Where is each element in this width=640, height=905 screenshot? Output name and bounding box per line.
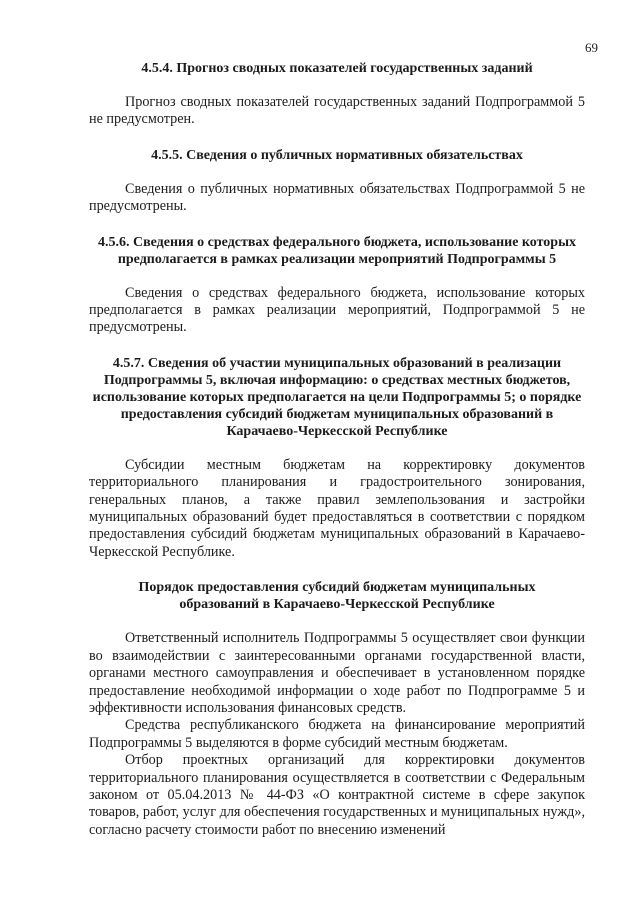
section-4-5-5 [89,147,585,216]
section-paragraph: Сведения о средствах федерального бюджета, использование которых предполагается в рамках реализации мероприятий, Подпрограммой 5 не предусмотрены. [89,284,585,336]
section-heading: 4.5.4. Прогноз сводных показателей государственных заданий [141,61,533,76]
section-heading: 4.5.5. Сведения о публичных нормативных обязательствах [151,147,523,163]
section-paragraph: Субсидии местным бюджетам на корректировку документов территориального планирования и градостроительного зонирования, генеральных планов, а также правил землепользования и застройки муниципальных образований будет предоставляться в соответствии с порядком предоставления субсидий бюджетам муниципальных образований в Карачаево-Черкесской Республике. [89,456,585,560]
page-number: 69 [585,40,598,55]
section-4-5-7 [89,355,585,561]
section-subsidy-procedure [89,579,585,839]
section-paragraph: Средства республиканского бюджета на финансирование мероприятий Подпрограммы 5 выделяются в форме субсидий местным бюджетам. [89,717,585,751]
section-heading: 4.5.7. Сведения об участии муниципальных образований в реализации Подпрограммы 5, включая информацию: о средствах местных бюджетов, использование которых предполагается на цели Подпрограммы 5; о порядке предоставления субсидий бюджетам муниципальных образований в Карачаево-Черкесской Республике [92,355,582,439]
section-heading: Порядок предоставления субсидий бюджетам муниципальных образований в Карачаево-Черкесской Республике [138,580,536,613]
section-paragraph: Отбор проектных организаций для корректировки документов территориального планирования осуществляется в соответствии с Федеральным законом от 05.04.2013 № 44-ФЗ «О контрактной системе в сфере закупок товаров, работ, услуг для обеспечения государственных и муниципальных нужд», согласно расчету стоимости работ по внесению изменений [89,752,585,838]
page-content [89,60,585,839]
section-4-5-4 [89,60,585,129]
section-heading: 4.5.6. Сведения о средствах федерального бюджета, использование которых предполагается в рамках реализации мероприятий Подпрограммы 5 [97,234,577,267]
section-paragraph: Прогноз сводных показателей государственных заданий Подпрограммой 5 не предусмотрен. [89,94,585,128]
section-4-5-6 [89,234,585,337]
section-paragraph: Сведения о публичных нормативных обязательствах Подпрограммой 5 не предусмотрены. [89,180,585,215]
section-paragraph: Ответственный исполнитель Подпрограммы 5 осуществляет свои функции во взаимодействии с заинтересованными органами государственной власти, органами местного самоуправления и обеспечивает в установленном порядке предоставление необходимой информации о ходе работ по Подпрограмме 5 и эффективности использования финансовых средств. [89,630,585,716]
